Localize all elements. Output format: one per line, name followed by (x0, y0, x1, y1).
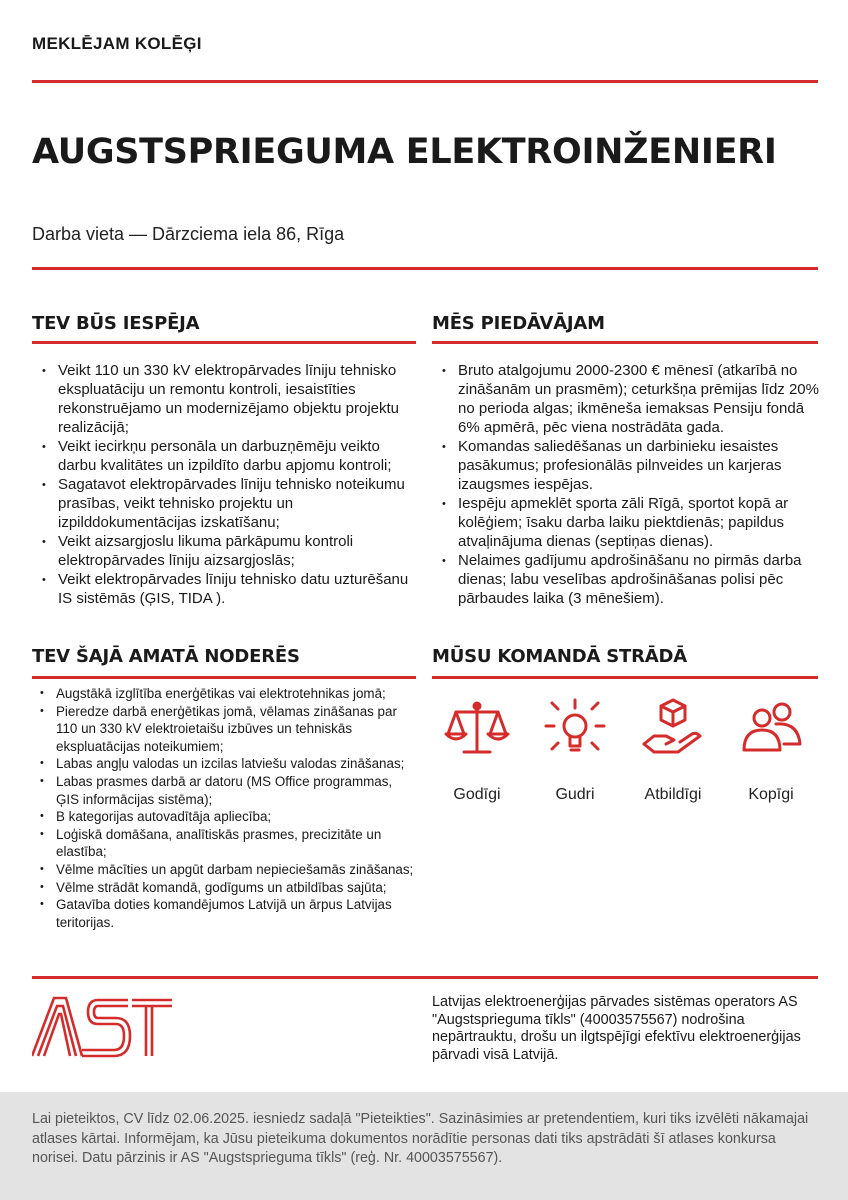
application-footer (0, 1092, 848, 1200)
offer-heading: MĒS PIEDĀVĀJAM (432, 313, 605, 334)
people-icon (726, 694, 816, 764)
divider-requirements (32, 676, 416, 679)
offer-list (436, 361, 820, 608)
requirements-list (34, 685, 418, 931)
value-label: Kopīgi (748, 786, 794, 803)
value-responsible (628, 694, 718, 803)
list-item: • B kategorijas autovadītāja apliecība; (34, 808, 418, 826)
divider-header (32, 267, 818, 270)
value-together (726, 694, 816, 803)
list-item: • Vēlme strādāt komandā, godīgums un atbildības sajūta; (34, 879, 418, 897)
list-item: • Komandas saliedēšanas un darbinieku iesaistes pasākumus; profesionālās pilnveides un karjeras izaugsmes iespējas. (436, 437, 820, 494)
team-values (432, 694, 822, 814)
list-item: • Loģiskā domāšana, analītiskās prasmes, precizitāte un elastība; (34, 826, 418, 861)
list-item: • Labas prasmes darbā ar datoru (MS Office programmas, ĢIS informācijas sistēma); (34, 773, 418, 808)
hand-box-icon (628, 694, 718, 764)
list-item: • Veikt aizsargjoslu likuma pārkāpumu kontroli elektropārvades līniju aizsargjoslās; (36, 532, 414, 570)
duties-list (36, 361, 414, 608)
divider-top (32, 80, 818, 83)
list-item: • Sagatavot elektropārvades līniju tehnisko noteikumu prasības, veikt tehnisko projektu un izpilddokumentācijas izskatīšanu; (36, 475, 414, 532)
scales-icon (432, 694, 522, 764)
divider-bottom (32, 976, 818, 979)
list-item: • Veikt iecirkņu personāla un darbuzņēmēju veikto darbu kvalitātes un izpildīto darbu apjomu kontroli; (36, 437, 414, 475)
list-item: • Labas angļu valodas un izcilas latviešu valodas zināšanas; (34, 755, 418, 773)
list-item: • Bruto atalgojumu 2000-2300 € mēnesī (atkarībā no zināšanām un prasmēm); ceturkšņa prēmijas līdz 20% no perioda algas; ikmēneša iemaksas Pensiju fondā 6% apmērā, pēc viena nostrādāta gada. (436, 361, 820, 437)
divider-team (432, 676, 818, 679)
value-label: Godīgi (453, 786, 501, 803)
value-label: Atbildīgi (644, 786, 702, 803)
lightbulb-icon (530, 694, 620, 764)
list-item: • Pieredze darbā enerģētikas jomā, vēlamas zināšanas par 110 un 330 kV elektroietaišu izbūves un tehniskās ekspluatācijas noteikumiem; (34, 703, 418, 756)
value-honest (432, 694, 522, 803)
divider-duties (32, 341, 416, 344)
list-item: • Gatavība doties komandējumos Latvijā un ārpus Latvijas teritorijas. (34, 896, 418, 931)
team-heading: MŪSU KOMANDĀ STRĀDĀ (432, 646, 687, 667)
ast-logo (32, 996, 172, 1063)
company-description: Latvijas elektroenerģijas pārvades sistēmas operators AS "Augstsprieguma tīkls" (40003575567) nodrošina nepārtrauktu, drošu un ilgtspējīgi efektīvu elektroenerģijas pārvadi visā Latvijā. (432, 994, 801, 1063)
divider-offer (432, 341, 818, 344)
duties-heading: TEV BŪS IESPĒJA (32, 313, 200, 334)
work-location: Darba vieta — Dārzciema iela 86, Rīga (32, 224, 345, 244)
value-smart (530, 694, 620, 803)
list-item: • Nelaimes gadījumu apdrošināšanu no pirmās darba dienas; labu veselības apdrošināšanas polisi pēc pārbaudes laika (3 mēnešiem). (436, 551, 820, 608)
value-label: Gudri (555, 786, 595, 803)
list-item: • Vēlme mācīties un apgūt darbam nepieciešamās zināšanas; (34, 861, 418, 879)
requirements-heading: TEV ŠAJĀ AMATĀ NODERĒS (32, 646, 300, 667)
eyebrow-heading: MEKLĒJAM KOLĒĢI (32, 34, 202, 53)
page-title: AUGSTSPRIEGUMA ELEKTROINŽENIERI (32, 132, 777, 172)
list-item: • Veikt 110 un 330 kV elektropārvades līniju tehnisko ekspluatāciju un remontu kontroli, iesaistīties rekonstruējamo un modernizējamo objektu projektu realizācijā; (36, 361, 414, 437)
list-item: • Veikt elektropārvades līniju tehnisko datu uzturēšanu IS sistēmās (ĢIS, TIDA ). (36, 570, 414, 608)
footer-text: Lai pieteiktos, CV līdz 02.06.2025. iesniedz sadaļā "Pieteikties". Sazināsimies ar pretendentiem, kuri tiks izvēlēti nākamajai atlases kārtai. Informējam, ka Jūsu pieteikuma dokumentos norādītie personas dati tiks apstrādāti šī atlases konkursa norisei. Datu pārzinis ir AS "Augstsprieguma tīkls" (reģ. Nr. 40003575567). (32, 1111, 809, 1166)
list-item: • Iespēju apmeklēt sporta zāli Rīgā, sportot kopā ar kolēģiem; īsaku darba laiku piektdienās; papildus atvaļinājuma dienas (septiņas dienas). (436, 494, 820, 551)
list-item: • Augstākā izglītība enerģētikas vai elektrotehnikas jomā; (34, 685, 418, 703)
